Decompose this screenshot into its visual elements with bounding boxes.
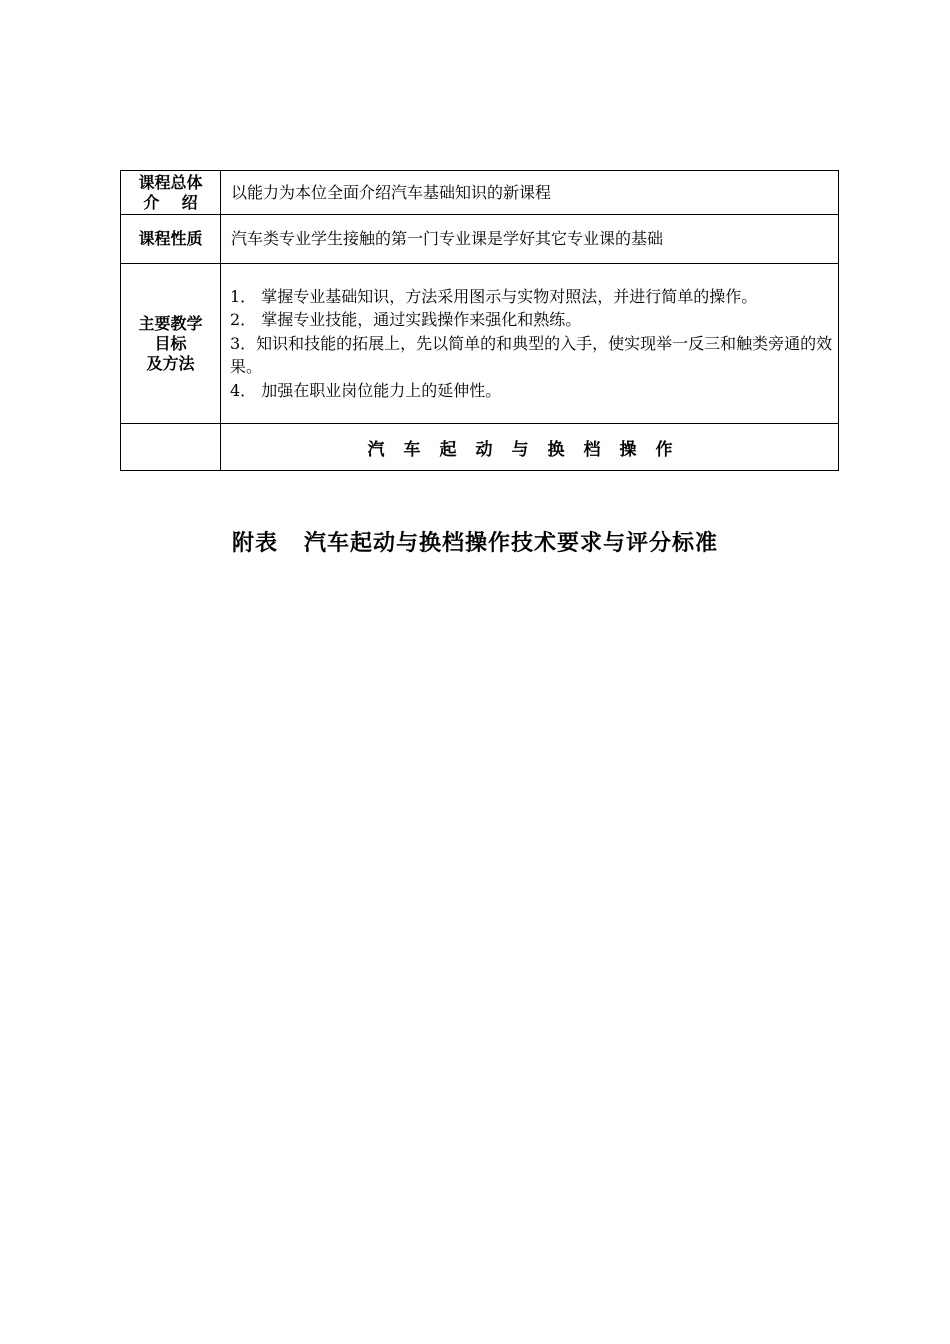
row-label-teaching-goals	[121, 264, 221, 424]
lesson-title: 汽车起动与换档操作	[221, 424, 839, 471]
course-overview-value: 以能力为本位全面介绍汽车基础知识的新课程	[221, 171, 839, 215]
label-line: 介 绍	[143, 192, 198, 212]
row-label-course-nature	[121, 215, 221, 264]
label-line: 及方法	[146, 353, 195, 373]
goal-item: 1． 掌握专业基础知识，方法采用图示与实物对照法，并进行简单的操作。	[230, 286, 758, 306]
course-nature-value: 汽车类专业学生接触的第一门专业课是学好其它专业课的基础	[221, 215, 839, 264]
appendix-heading: 附表 汽车起动与换档操作技术要求与评分标准	[232, 531, 718, 556]
table-row	[121, 424, 839, 471]
table-row	[121, 215, 839, 264]
label-line: 目标	[154, 333, 187, 353]
goal-item: 4． 加强在职业岗位能力上的延伸性。	[230, 380, 502, 400]
row-label-course-overview	[121, 171, 221, 215]
label-line: 课程总体	[138, 172, 203, 192]
table-row	[121, 171, 839, 215]
goal-item: 3．知识和技能的拓展上，先以简单的和典型的入手，使实现举一反三和触类旁通的效果。	[230, 333, 833, 377]
teaching-goals-list	[221, 264, 839, 424]
course-info-table	[120, 170, 839, 471]
label-line: 课程性质	[138, 229, 203, 248]
table-row	[121, 264, 839, 424]
goal-item: 2． 掌握专业技能，通过实践操作来强化和熟练。	[230, 310, 582, 330]
label-line: 主要教学	[138, 313, 203, 333]
empty-label-cell	[121, 424, 221, 471]
